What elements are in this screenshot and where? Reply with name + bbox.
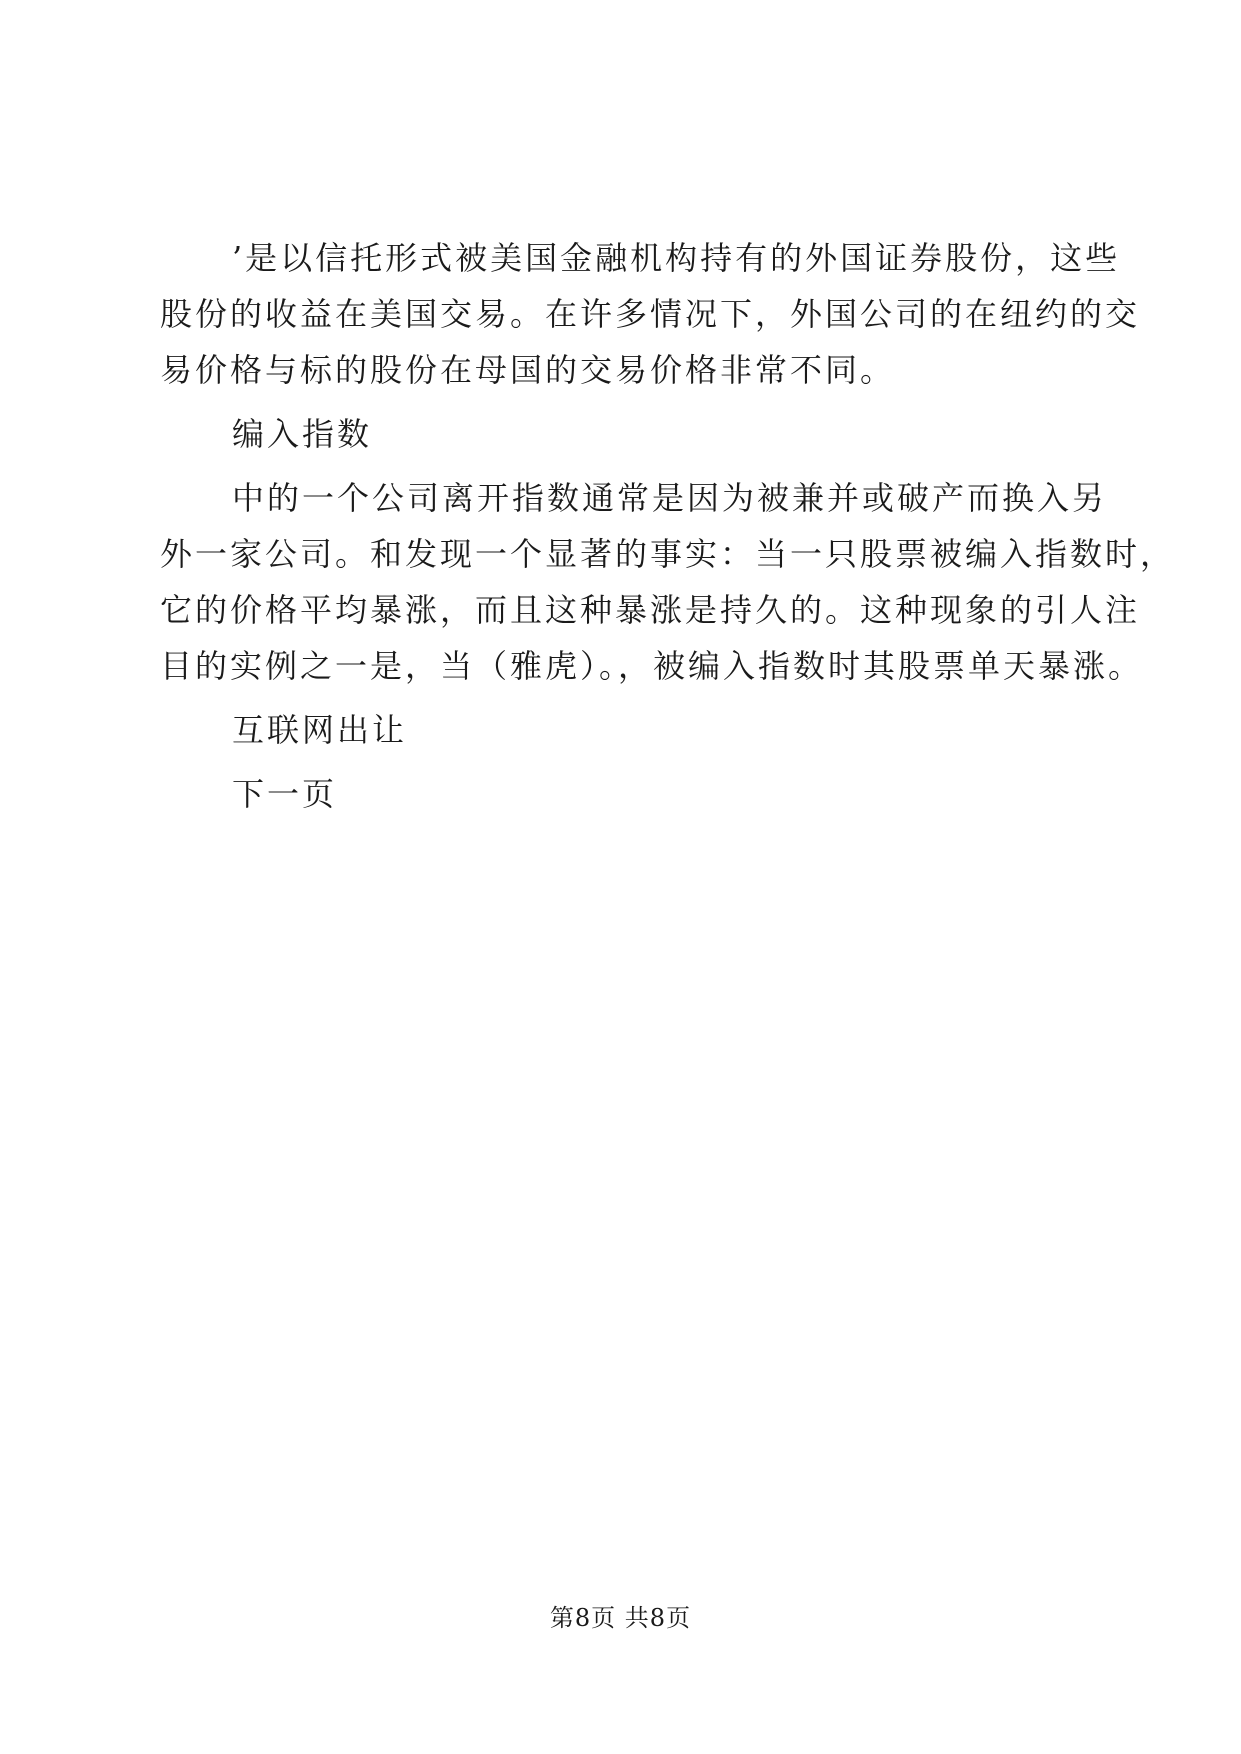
section-heading-internet [160,702,1090,758]
body-text [160,230,1176,822]
paragraph-index-effect [160,470,1176,694]
text-line: 它的价格平均暴涨，而且这种暴涨是持久的。这种现象的引人注 [160,591,1141,629]
text-line: 下一页 [232,775,338,813]
text-line: 互联网出让 [232,711,408,749]
text-line: 股份的收益在美国交易。在许多情况下，外国公司的在纽约的交 [160,295,1141,333]
text-line: 易价格与标的股份在母国的交易价格非常不同。 [160,351,896,389]
section-heading-index-inclusion [160,406,1090,462]
paragraph-adr [160,230,1141,398]
text-line: 中的一个公司离开指数通常是因为被兼并或破产而换入另 [232,479,1108,517]
text-line: 目的实例之一是，当（雅虎）。，被编入指数时其股票单天暴涨。 [160,647,1144,685]
text-line: ’是以信托形式被美国金融机构持有的外国证券股份，这些 [232,239,1121,277]
text-line: 外一家公司。和发现一个显著的事实：当一只股票被编入指数时， [160,535,1176,573]
text-line: 编入指数 [232,415,373,453]
next-page-text [160,766,1090,822]
page-number-footer: 第8页 共8页 [549,1604,692,1632]
